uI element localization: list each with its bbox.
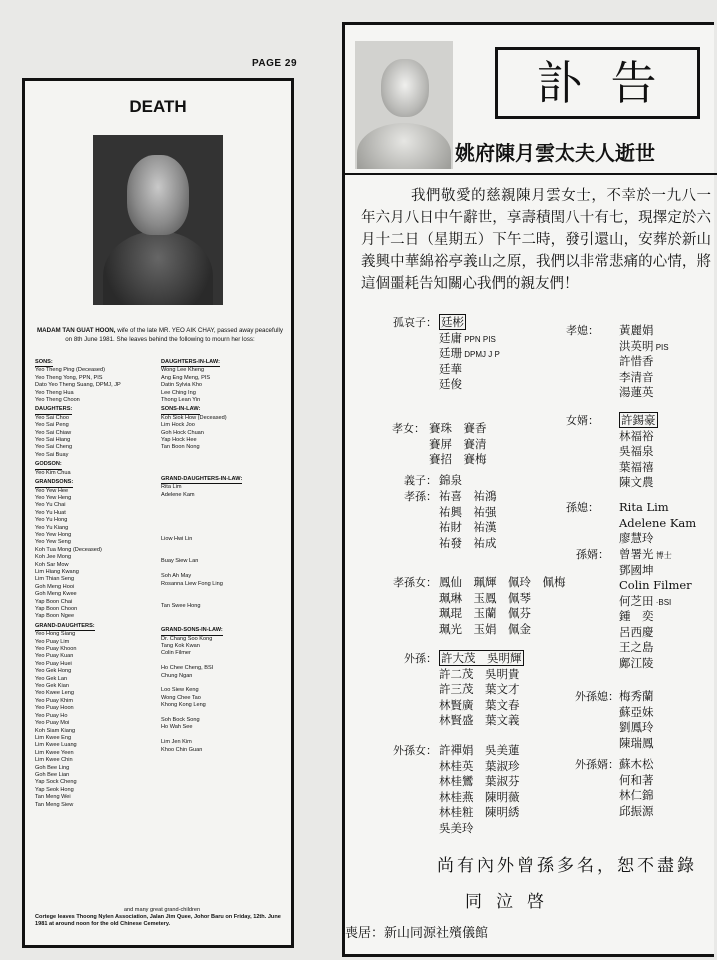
relative-name: Yeo Puay Hoon [35,705,74,712]
relative-name-chinese: 蘇亞妹 [619,704,654,719]
relative-name: Yeo Theng Choon [35,397,80,404]
portrait-photo-chinese [355,41,453,169]
relative-name: Dr. Chang Soo Kong [161,635,213,642]
relation-role-label: 孝孫女： [393,576,437,589]
relative-name-chinese: 何芝田 ·BSI [619,593,672,608]
relative-name: Yeo Puay Khoon [35,646,77,653]
death-heading: DEATH [129,97,187,116]
relative-name: Yap Sock Cheng [35,779,77,786]
relative-name-chinese: 許惜香 [619,354,654,368]
relative-name: Thong Lean Yin [161,397,201,404]
relative-name: Yeo Puay Moi [35,720,70,727]
relative-name-chinese: 劉鳳玲 [619,720,654,734]
relative-name: Goh Bee Ling [35,764,70,771]
relative-name: Lee Ching Ing [161,389,196,396]
relative-name-chinese: 王之島 [619,640,654,654]
relative-name-chinese: 何和著 [619,772,654,787]
relative-name-chinese: 廷華 [439,361,462,376]
relative-name: Yeo Puay Ho [35,712,68,719]
relative-name: Yeo Yew Seng [35,539,71,546]
relative-name-chinese: 許三茂 葉文才 [439,682,520,696]
relation-role-label: 孝女： [392,422,425,435]
relative-name-chinese: 梅秀蘭 [619,689,654,703]
relative-name-chinese: 林桂燕 陳明薇 [439,789,520,804]
relative-name: Yeo Yu Chai [35,502,66,509]
relative-name: Yeo Yew Hee [35,487,69,494]
relative-name: Yeo Kwee Leng [35,690,74,697]
relative-name: Yeo Yu Kiang [35,524,69,531]
relative-name-chinese: 曾署光 博士 [619,547,672,561]
portrait-photo [93,135,223,305]
relative-name: Lim Jen Kim [161,739,192,746]
relative-name: Goh Hock Chuan [161,429,204,436]
relative-name-chinese: 許禪娟 吳美蓮 [439,743,520,757]
relation-heading: DAUGHTERS: [35,406,72,414]
relation-role-label: 外孫： [404,652,437,665]
relative-name: Lim Kwee Chin [35,757,73,764]
obituary-body: 我們敬愛的慈親陳月雲女士，不幸於一九八一年六月八日中午辭世，享壽積閏八十有七，現擇定於六月十二日（星期五）下午二時，發引還山，安葬於新山義興中華綿裕亭義山之原，我們以非常悲痛的心情，將這個噩耗告知關心我們的親友們！ [361,188,711,292]
relative-name: Yeo Gek Hong [35,668,72,675]
intro-paragraph [35,327,285,344]
relation-heading: DAUGHTERS-IN-LAW: [161,359,220,367]
relative-name: Loo Siew Keng [161,687,199,694]
relation-role-label: 外孫女： [393,744,437,757]
page-number: PAGE 29 [252,58,297,69]
relative-name: Yeo Gek Lan [35,675,68,682]
english-death-notice [22,78,294,948]
relative-name: Ho Wah See [161,724,193,731]
relative-name: Yeo Sai Chiaw [35,429,72,436]
relative-name: Datin Sylvia Kho [161,382,203,389]
relative-name-chinese: 林桂鸞 葉淑芬 [439,774,520,788]
relative-name: Wong Chee Tao [161,694,201,701]
relation-role-label: 女婿： [566,414,599,427]
relative-name: Soh Bock Song [161,716,200,723]
relative-name: Tan Swee Hong [161,602,201,609]
relative-name: Yeo Theng Ping (Deceased) [35,367,105,374]
relative-name-chinese: 吳福泉 [619,444,654,458]
relative-name-chinese: 鄧國坤 [619,562,654,577]
relative-name: Buay Siew Lan [161,558,199,565]
relative-name-chinese: 賽招 賽梅 [429,452,487,466]
relative-name: Goh Bee Lian [35,771,70,778]
relative-name-chinese: 呂西慶 [619,624,654,639]
relatives-column-left [35,357,155,809]
relative-name: Tan Meng Siew [35,801,74,808]
relative-name: Yeo Sai Buay [35,451,69,458]
relative-name: Tan Boon Nong [161,444,200,451]
relative-name: Yap Hock Hee [161,437,197,444]
relation-role-label: 孝孫： [404,490,437,503]
relative-name-chinese: 許大茂 吳明輝 [441,651,522,665]
relation-role-label: 孫婿： [576,548,609,561]
relative-name-chinese: 廷俊 [439,377,462,391]
relation-role-label: 義子： [404,474,437,487]
relative-name: Yeo Puay Lim [35,638,70,645]
relative-name-chinese: 祐喜 祐鴻 [439,489,497,503]
relative-name: Ho Chee Cheng, BSI [161,665,214,672]
relative-name-chinese: 珮琨 玉蘭 佩芬 [439,606,531,620]
relative-name-chinese: 林福裕 [619,428,654,443]
relative-name-chinese: 林賢盛 葉文義 [439,713,520,727]
relative-name: Dato Yeo Theng Suang, DPMJ, JP [35,382,121,389]
relative-name: Yeo Sai Cheng [35,444,73,451]
relative-name-chinese: 珮光 玉娟 佩金 [439,621,531,636]
relative-name-chinese: 廷庸 PPN PIS [439,330,496,345]
relative-name-chinese: 祐發 祐成 [439,535,497,550]
relative-name: Koh Tua Mong (Deceased) [35,546,102,553]
relative-name-chinese: 廷珊 DPMJ J P [439,346,500,360]
notice-footer [35,907,289,928]
relative-name-chinese: 邱振源 [619,803,654,818]
relative-name-chinese: 許二茂 吳明貴 [439,666,520,681]
divider [345,173,717,175]
relation-heading: GRAND-DAUGHTERS-IN-LAW: [161,476,242,484]
relative-name-chinese: 鄺江陵 [619,655,654,670]
relative-name-chinese: 林桂粧 陳明綉 [439,805,520,819]
relative-name: Ang Eng Meng, PIS [161,374,211,381]
relatives-column-right [161,357,289,754]
relative-name: Yeo Sai Peng [35,422,69,429]
relative-name: Yeo Puay Khim [35,697,74,704]
relation-role-label: 孤哀子： [393,316,437,329]
relative-name: Lim Hock Joo [161,422,195,429]
relative-name: Yap Boon Choon [35,606,78,612]
relative-name: Goh Meng Hooi [35,583,75,590]
relative-name-chinese: 洪英明 PIS [619,338,669,353]
relative-name: Yeo Sai Choo [35,414,70,421]
relative-name-chinese: 許錫豪 [621,413,656,427]
relation-heading: GRAND-SONS-IN-LAW: [161,627,223,635]
relative-name: Khong Kong Leng [161,702,206,709]
relative-name: Tan Meng Wei [35,794,71,801]
relative-name: Koh Siam Kiang [35,727,76,734]
relative-name: Yap Boon Ngee [35,613,75,620]
relative-name: Yeo Puay Kuan [35,653,74,660]
relative-name-chinese: 陳瑞鳳 [619,735,654,750]
obituary-subheading: 姚府陳月雲太夫人逝世 [455,141,655,165]
chinese-obituary [342,22,714,957]
relative-name-chinese: 林仁錦 [619,788,654,802]
relative-name: Goh Meng Kwee [35,591,77,598]
relative-name: Colin Filmer [161,650,191,657]
relative-name: Yap Seok Hong [35,786,74,793]
relative-name-chinese: 蘇木松 [619,757,654,771]
great-grandchildren-line: and many great grand-children [123,907,201,913]
relative-name: Tang Kok Kwan [161,642,200,649]
relative-name: Khoo Chin Guan [161,746,203,753]
relative-name: Koh Jee Mong [35,554,72,561]
relative-name: Yeo Yu Hong [35,517,68,524]
relative-name-chinese: 吳美玲 [439,820,474,835]
relative-name-chinese: Rita Lim [619,500,669,514]
relative-name: Liow Hwi Lin [161,536,193,543]
deceased-name: MADAM TAN GUAT HOON, [37,327,116,334]
relative-name-chinese: 陳文農 [619,475,654,489]
closing-line: 尚有內外曾孫多名，恕不盡錄 [437,856,697,876]
relative-name-chinese: 賽珠 賽香 [429,421,487,435]
relative-name-chinese: 葉福禧 [619,459,654,474]
relation-role-label: 孫媳： [566,501,599,514]
relative-name-chinese: 珮琳 玉鳳 佩琴 [439,590,531,605]
relative-name: Yeo Yew Hong [35,531,72,538]
signature-line: 同泣啓 [465,892,558,912]
relative-name: Yeo Sai Hiang [35,437,71,444]
relative-name-chinese: 鳳仙 珮輝 佩玲 佩梅 [439,575,566,589]
relative-name: Yeo Theng Yong, PPN, PIS [35,374,103,381]
relation-heading: GRAND-DAUGHTERS: [35,623,95,631]
obituary-title: 訃告 [495,47,700,119]
relative-name: Lim Thian Seng [35,576,75,583]
relative-name: Chung Ngan [161,672,193,679]
relative-name: Rosanna Liew Fong Ling [161,580,223,587]
relative-name: Lim Hiang Kwang [35,568,79,575]
relative-name: Yeo Kim Chua [35,469,71,476]
relative-name-chinese: 鍾 奕 [619,609,654,623]
relative-name-chinese: 祐財 祐漢 [439,520,497,534]
relative-name: Lim Kwee Yeen [35,749,74,756]
relative-name-chinese: 湯蓮英 [619,385,654,399]
relative-name: Yeo Hong Siang [35,631,76,638]
relation-heading: GODSON: [35,461,62,469]
relative-name: Koh Sar Mow [35,561,69,568]
relation-role-label: 外孫婿： [575,758,619,771]
relative-name-chinese: 廖慧玲 [619,531,654,545]
relative-name: Wong Lee Kheng [161,367,205,374]
relative-name: Yeo Yu Huat [35,509,66,516]
relation-role-label: 外孫媳： [575,690,619,703]
cortege-text: Cortege leaves Thoong Nylen Association, Jalan Jim Quee, Johor Baru on Friday, 12th. June 1981 at around noon for the old Chinese Cemetery. [35,914,281,927]
relative-name-chinese: 李清音 [619,369,654,384]
relative-name: Adelene Kam [161,491,195,498]
relative-name-chinese: 林賢廣 葉文春 [439,697,520,712]
relation-heading: SONS: [35,359,53,367]
relative-name-chinese: 祐興 祐强 [439,504,497,519]
relative-name: Lim Kwee Luang [35,742,77,749]
relative-name: Soh Ah May [161,573,192,580]
relative-name: Yeo Gek Kian [35,683,70,690]
relative-name-chinese: Adelene Kam [619,515,697,530]
relative-name: Koh Siok How (Deceased) [161,414,227,421]
relative-name-chinese: 黃麗娟 [619,323,654,337]
relative-name-chinese: Colin Filmer [619,578,692,592]
relative-name: Yap Boon Chai [35,598,73,605]
relative-name: Rita Lim [161,484,182,491]
relative-name-chinese: 林桂英 葉淑珍 [439,758,520,773]
relative-name-chinese: 廷彬 [441,315,464,329]
relative-name: Lim Kwee Eng [35,734,72,741]
relative-name-chinese: 賽屏 賽清 [429,436,487,451]
intro-text: wife of the late MR. YEO AIK CHAY, passed away peacefully on 8th June 1981. She leaves behind the following to mourn her loss: [65,327,283,343]
relative-name: Yeo Puay Huei [35,660,72,667]
relative-name-chinese: 錦泉 [439,473,462,487]
relative-name: Yeo Yew Heng [35,494,72,501]
relation-heading: SONS-IN-LAW: [161,406,200,414]
funeral-parlour-line: 喪居：新山同源社殯儀館 [345,926,489,941]
relative-name: Yeo Theng Hua [35,389,74,396]
relation-role-label: 孝媳： [566,324,599,337]
relation-heading: GRANDSONS: [35,479,73,487]
